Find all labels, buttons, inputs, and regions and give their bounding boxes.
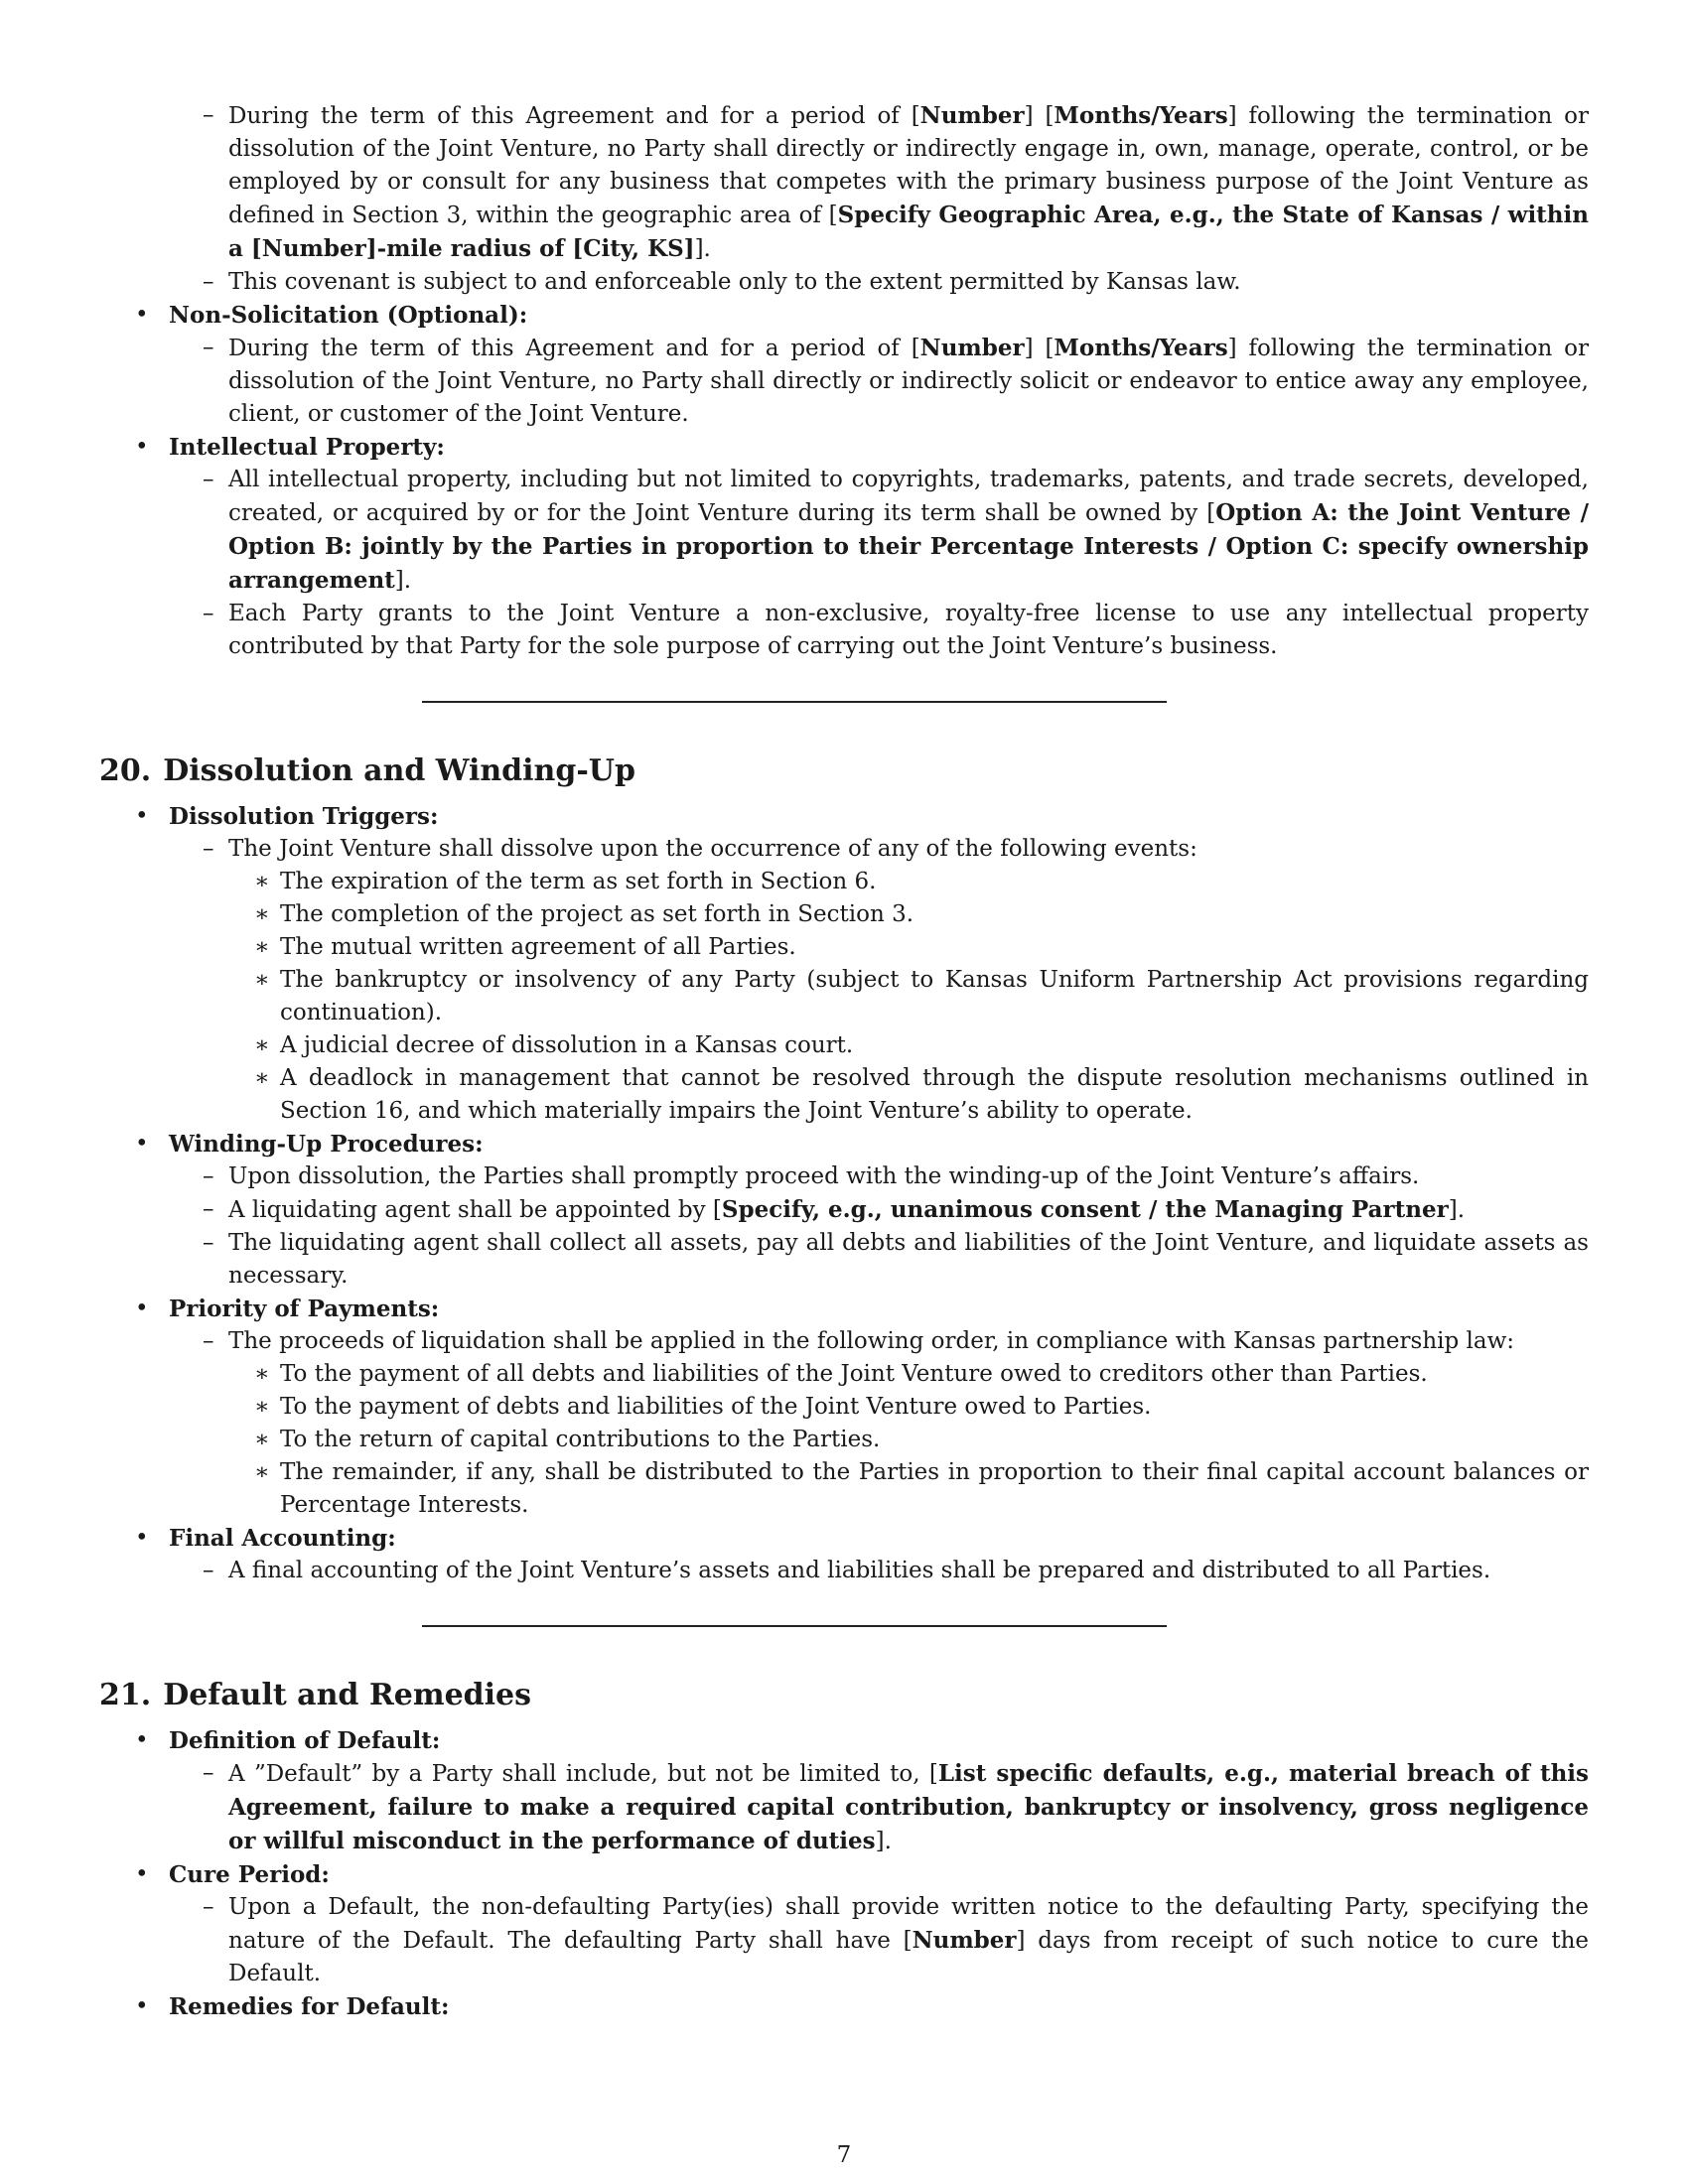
section-title: Dissolution and Winding-Up [163,753,635,788]
bullet-list-section-20 [99,800,1589,1587]
bold-placeholder: Months/Years [1054,102,1228,129]
bullet-item [99,299,1589,431]
dash-marker: – [203,1894,214,1920]
dash-marker: – [203,836,214,862]
bullet-title: Priority of Payments: [169,1296,440,1322]
dash-marker: – [203,269,214,295]
dash-item-text [228,1160,1589,1193]
star-item [228,1456,1589,1522]
dash-item [169,464,1589,598]
dash-list [169,833,1589,1128]
horizontal-rule [422,1625,1167,1627]
text-run: ] days from receipt of such notice to cure the Default. [228,1928,1589,1986]
dash-item [169,1325,1589,1522]
dash-marker: – [203,335,214,360]
bullet-marker: • [135,1296,149,1321]
dash-item [169,99,1589,266]
page-number: 7 [836,2142,852,2168]
star-item [228,1391,1589,1424]
bullet-marker: • [135,1131,149,1157]
bullet-item [99,1724,1589,1858]
dash-item [169,833,1589,1128]
bullet-marker: • [135,1993,149,2019]
text-run: ] following the termination or dissolution of the Joint Venture, no Party shall directly or indirectly solicit or endeavor to entice away any employee, client, or customer of the Joint Venture. [228,336,1589,427]
star-item [228,931,1589,964]
text-run: ] [ [1024,336,1055,361]
bold-placeholder: List specific defaults, e.g., material breach of this Agreement, failure to make a required capital contribution, bankruptcy or insolvency, gross negligence or willful misconduct in the performance of duties [228,1760,1589,1854]
section-heading-20 [99,752,1589,790]
text-run: A liquidating agent shall be appointed by [ [228,1197,722,1223]
bullet-marker: • [135,1525,149,1551]
bold-placeholder: Number [919,335,1025,361]
star-item [228,1358,1589,1391]
star-marker: ∗ [254,934,270,960]
dash-item [169,598,1589,663]
bullet-item [99,1128,1589,1293]
star-item [228,1062,1589,1128]
bullet-marker: • [135,1861,149,1887]
bold-placeholder: Number [912,1927,1017,1954]
bold-placeholder: Specify Geographic Area, e.g., the State of Kansas / within a [Number]-mile radius of [City, KS] [228,202,1589,262]
dash-item-text [228,1193,1589,1227]
page-content [99,99,1589,2023]
text-run: The proceeds of liquidation shall be applied in the following order, in compliance with Kansas partnership law: [228,1328,1515,1354]
bold-placeholder: Specify, e.g., unanimous consent / the Managing Partner [721,1196,1449,1223]
text-run: Upon a Default, the non-defaulting Party(ies) shall provide written notice to the defaulting Party, specifying the nature of the Default. The defaulting Party shall have [ [228,1894,1589,1954]
dash-marker: – [203,1196,214,1222]
dash-item [169,1160,1589,1193]
star-item-text: The expiration of the term as set forth in Section 6. [280,869,877,894]
dash-item-text [228,1555,1589,1587]
text-run: Upon dissolution, the Parties shall promptly proceed with the winding-up of the Joint Venture’s affairs. [228,1163,1420,1189]
dash-item-text [228,1891,1589,1990]
intro-dash-list [99,99,1589,299]
dash-item-text [228,332,1589,431]
bullet-marker: • [135,1727,149,1753]
bullet-item [99,431,1589,663]
bullet-item [99,800,1589,1128]
star-marker: ∗ [254,1427,270,1452]
star-marker: ∗ [254,1459,270,1485]
star-item [228,866,1589,898]
text-run: A final accounting of the Joint Venture’s assets and liabilities shall be prepared and distributed to all Parties. [228,1558,1491,1583]
section-title: Default and Remedies [163,1678,532,1712]
bullet-title: Non-Solicitation (Optional): [169,302,528,329]
dash-item-text [228,266,1589,299]
dash-marker: – [203,1230,214,1256]
bullet-title: Dissolution Triggers: [169,803,439,830]
star-marker: ∗ [254,1032,270,1058]
dash-item [169,1891,1589,1990]
text-run: All intellectual property, including but not limited to copyrights, trademarks, patents, and trade secrets, developed, created, or acquired by or for the Joint Venture during its term shall be owned by [ [228,467,1589,526]
dash-item-text [228,1227,1589,1293]
dash-marker: – [203,1163,214,1189]
dash-item-text [228,833,1589,866]
section-number: 21. [99,1678,152,1712]
dash-item-text [228,99,1589,266]
text-run: ] [ [1024,103,1055,129]
star-item-text: The mutual written agreement of all Parties. [280,934,796,960]
star-item-text: The remainder, if any, shall be distributed to the Parties in proportion to their final capital account balances or Percentage Interests. [280,1459,1589,1518]
text-run: ]. [875,1829,892,1854]
star-marker: ∗ [254,1394,270,1420]
text-run: ]. [394,568,412,594]
text-run: During the term of this Agreement and for a period of [ [228,336,920,361]
dash-list [169,1757,1589,1858]
bullet-marker: • [135,803,149,829]
dash-marker: – [203,467,214,492]
dash-item [169,266,1589,299]
bullet-item [99,1990,1589,2023]
dash-list [169,332,1589,431]
star-item-text: A judicial decree of dissolution in a Kansas court. [280,1032,854,1058]
star-item [228,1029,1589,1062]
dash-item-text [228,1325,1589,1358]
bullet-marker: • [135,434,149,460]
bullet-list-section-21 [99,1724,1589,2023]
bullet-title: Definition of Default: [169,1727,441,1754]
star-item-text: A deadlock in management that cannot be resolved through the dispute resolution mechanisms outlined in Section 16, and which materially impairs the Joint Venture’s ability to operate. [280,1065,1589,1124]
text-run: This covenant is subject to and enforceable only to the extent permitted by Kansas law. [228,269,1241,295]
star-list [228,866,1589,1128]
dash-item-text [228,464,1589,598]
bullet-list-top [99,299,1589,663]
bullet-item [99,1522,1589,1587]
text-run: ] following the termination or dissolution of the Joint Venture, no Party shall directly or indirectly engage in, own, manage, operate, control, or be employed by or consult for any business that competes with the primary business purpose of the Joint Venture as defined in Section 3, within the geographic area of [ [228,103,1589,228]
text-run: During the term of this Agreement and for a period of [ [228,103,920,129]
bullet-title: Intellectual Property: [169,434,445,461]
star-list [228,1358,1589,1522]
bullet-item [99,1293,1589,1522]
text-run: A ”Default” by a Party shall include, but not be limited to, [ [228,1761,938,1787]
star-marker: ∗ [254,869,270,894]
dash-marker: – [203,601,214,626]
dash-list [169,1891,1589,1990]
star-marker: ∗ [254,1065,270,1091]
dash-item-text [228,1757,1589,1858]
text-run: The liquidating agent shall collect all assets, pay all debts and liabilities of the Joint Venture, and liquidate assets as necessary. [228,1230,1589,1289]
horizontal-rule [422,701,1167,703]
star-marker: ∗ [254,901,270,927]
star-item-text: To the payment of debts and liabilities of the Joint Venture owed to Parties. [280,1394,1152,1420]
bullet-marker: • [135,302,149,328]
star-item [228,1424,1589,1456]
dash-item [169,332,1589,431]
star-item-text: The completion of the project as set forth in Section 3. [280,901,914,927]
bullet-title: Winding-Up Procedures: [169,1131,484,1158]
bold-placeholder: Number [919,102,1025,129]
dash-item [169,1227,1589,1293]
dash-item [169,1757,1589,1858]
bullet-title: Remedies for Default: [169,1993,450,2020]
bullet-title: Final Accounting: [169,1525,396,1552]
star-item [228,964,1589,1029]
dash-item-text [228,598,1589,663]
section-heading-21 [99,1677,1589,1714]
bold-placeholder: Months/Years [1054,335,1228,361]
text-run: Each Party grants to the Joint Venture a non-exclusive, royalty-free license to use any intellectual property contributed by that Party for the sole purpose of carrying out the Joint Venture’s business. [228,601,1589,659]
dash-list [169,1325,1589,1522]
bullet-title: Cure Period: [169,1861,330,1888]
bold-placeholder: Option A: the Joint Venture / Option B: jointly by the Parties in proportion to their Percentage Interests / Option C: specify ownership arrangement [228,499,1589,594]
dash-item [169,1555,1589,1587]
bullet-item [99,1858,1589,1990]
star-item [228,898,1589,931]
section-number: 20. [99,753,152,788]
text-run: ]. [1448,1197,1466,1223]
star-item-text: To the payment of all debts and liabilities of the Joint Venture owed to creditors other than Parties. [280,1361,1428,1387]
text-run: ]. [694,236,711,262]
dash-list [169,464,1589,663]
star-item-text: The bankruptcy or insolvency of any Party (subject to Kansas Uniform Partnership Act provisions regarding continuation). [280,967,1589,1025]
dash-marker: – [203,1558,214,1583]
dash-marker: – [203,102,214,128]
text-run: The Joint Venture shall dissolve upon the occurrence of any of the following events: [228,836,1197,862]
dash-marker: – [203,1760,214,1786]
star-marker: ∗ [254,1361,270,1387]
dash-list [169,1555,1589,1587]
dash-marker: – [203,1328,214,1354]
star-marker: ∗ [254,967,270,993]
dash-item [169,1193,1589,1227]
dash-list [169,1160,1589,1293]
star-item-text: To the return of capital contributions to the Parties. [280,1427,881,1452]
